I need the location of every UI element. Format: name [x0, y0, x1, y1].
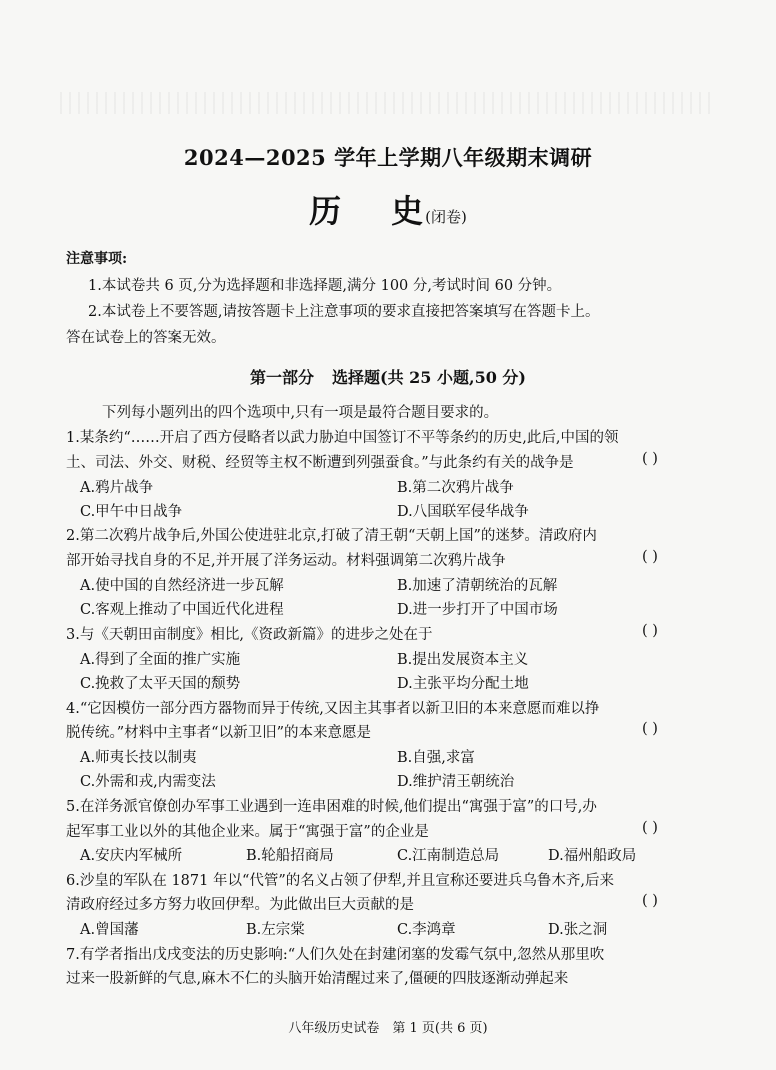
exam-title: 2024—2025 学年上学期八年级期末调研	[183, 145, 593, 170]
question-1-option-b: B.第二次鸦片战争	[397, 480, 514, 496]
section-heading	[0, 365, 776, 388]
question-6-option-c: C.李鸿章	[397, 922, 456, 938]
question-4-line-2: 脱传统。”材料中主事者“以新卫旧”的本来意愿是	[66, 725, 371, 741]
question-3-option-b: B.提出发展资本主义	[397, 652, 529, 668]
note-item: 2.本试卷上不要答题,请按答题卡上注意事项的要求直接把答案填写在答题卡上。	[88, 304, 600, 320]
question-4-line-1: 4.“它因模仿一部分西方器物而异于传统,又因主其事者以新卫旧的本来意愿而难以挣	[66, 701, 600, 717]
question-5-line-2: 起军事工业以外的其他企业来。属于“寓强于富”的企业是	[66, 824, 429, 840]
question-4-option-a: A.师夷长技以制夷	[80, 750, 197, 766]
answer-paren: ( )	[642, 820, 658, 836]
section-desc: 选择题(共 25 小题,50 分)	[332, 368, 526, 387]
subject-char-1: 历	[309, 192, 344, 230]
subject-note: (闭卷)	[425, 208, 467, 226]
scan-noise	[60, 92, 710, 114]
question-1-option-a: A.鸦片战争	[80, 480, 154, 496]
answer-paren: ( )	[642, 549, 658, 565]
question-7-line-2: 过来一股新鲜的气息,麻木不仁的头脑开始清醒过来了,僵硬的四肢逐渐动弹起来	[66, 971, 569, 987]
question-2-line-1: 2.第二次鸦片战争后,外国公使进驻北京,打破了清王朝“天朝上国”的迷梦。清政府内	[66, 528, 597, 544]
question-2-option-b: B.加速了清朝统治的瓦解	[397, 578, 558, 594]
question-1-option-c: C.甲午中日战争	[80, 504, 183, 520]
question-3-option-c: C.挽救了太平天国的颓势	[80, 676, 241, 692]
question-5-option-a: A.安庆内军械所	[80, 848, 183, 864]
question-6-line-1: 6.沙皇的军队在 1871 年以“代管”的名义占领了伊犁,并且宣称还要进兵乌鲁木齐,后来	[66, 873, 614, 889]
question-4-option-c: C.外需和戎,内需变法	[80, 774, 216, 790]
answer-paren: ( )	[642, 623, 658, 639]
question-6-option-d: D.张之洞	[548, 922, 608, 938]
question-3-option-d: D.主张平均分配土地	[397, 676, 529, 692]
question-3-option-a: A.得到了全面的推广实施	[80, 652, 241, 668]
question-4-option-d: D.维护清王朝统治	[397, 774, 515, 790]
question-2-option-d: D.进一步打开了中国市场	[397, 602, 558, 618]
note-item: 1.本试卷共 6 页,分为选择题和非选择题,满分 100 分,考试时间 60 分钟。	[88, 278, 562, 294]
question-6-option-b: B.左宗棠	[246, 922, 305, 938]
question-7-line-1: 7.有学者指出戊戌变法的历史影响:“人们久处在封建闭塞的发霉气氛中,忽然从那里吹	[66, 947, 605, 963]
question-5-option-b: B.轮船招商局	[246, 848, 334, 864]
question-5-option-c: C.江南制造总局	[397, 848, 500, 864]
subject-heading	[0, 186, 776, 232]
answer-paren: ( )	[642, 451, 658, 467]
question-2-line-2: 部开始寻找自身的不足,并开展了洋务运动。材料强调第二次鸦片战争	[66, 553, 506, 569]
question-2-option-c: C.客观上推动了中国近代化进程	[80, 602, 284, 618]
question-6-option-a: A.曾国藩	[80, 922, 139, 938]
section-name: 第一部分	[250, 368, 315, 387]
question-1-line-1: 1.某条约“……开启了西方侵略者以武力胁迫中国签订不平等条约的历史,此后,中国的领	[66, 430, 619, 446]
section-instruction: 下列每小题列出的四个选项中,只有一项是最符合题目要求的。	[102, 405, 499, 421]
answer-paren: ( )	[642, 721, 658, 737]
question-1-line-2: 土、司法、外交、财税、经贸等主权不断遭到列强蚕食。”与此条约有关的战争是	[66, 455, 574, 471]
question-5-option-d: D.福州船政局	[548, 848, 637, 864]
question-3-line-1: 3.与《天朝田亩制度》相比,《资政新篇》的进步之处在于	[66, 627, 433, 643]
subject-char-2: 史	[391, 192, 426, 230]
answer-paren: ( )	[642, 893, 658, 909]
question-1-option-d: D.八国联军侵华战争	[397, 504, 529, 520]
question-4-option-b: B.自强,求富	[397, 750, 475, 766]
page-footer: 八年级历史试卷 第 1 页(共 6 页)	[288, 1021, 488, 1036]
note-item: 答在试卷上的答案无效。	[66, 330, 226, 346]
question-5-line-1: 5.在洋务派官僚创办军事工业遇到一连串困难的时候,他们提出“寓强于富”的口号,办	[66, 799, 597, 815]
question-6-line-2: 清政府经过多方努力收回伊犁。为此做出巨大贡献的是	[66, 897, 414, 913]
question-2-option-a: A.使中国的自然经济进一步瓦解	[80, 578, 284, 594]
notes-title: 注意事项:	[66, 251, 128, 267]
